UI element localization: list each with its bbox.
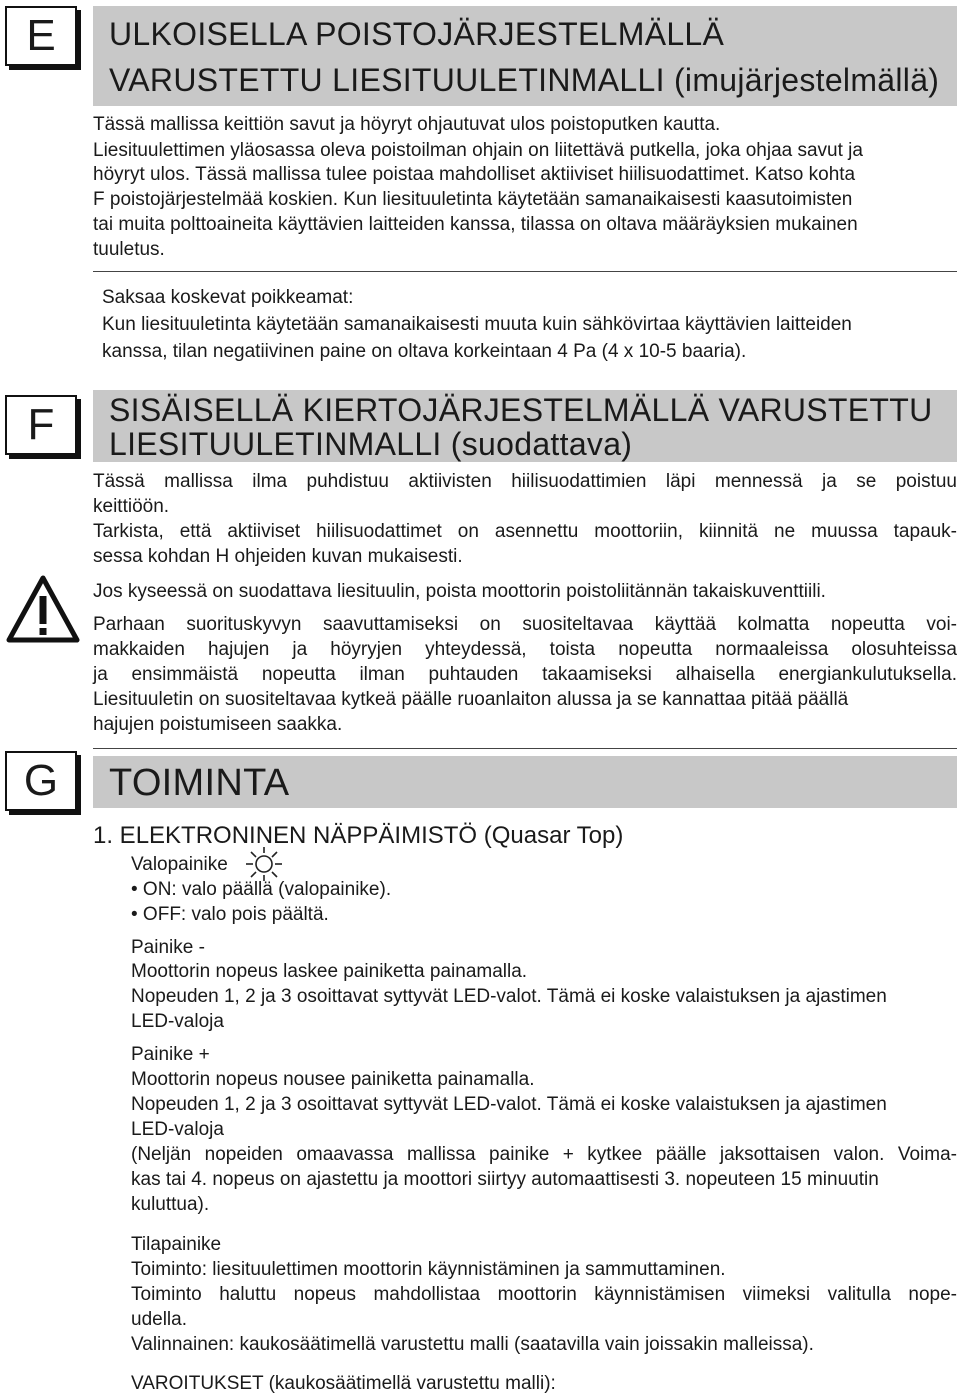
warning-triangle-icon — [6, 574, 80, 644]
section-f-body-line: hajujen poistumiseen saakka. — [93, 714, 343, 735]
section-f-body-line: Liesituuletin on suositeltavaa kytkeä päälle ruoanlaiton alussa ja se kannattaa pitää päällä — [93, 689, 849, 710]
germany-exceptions-heading: Saksaa koskevat poikkeamat: — [102, 287, 354, 308]
minus-button-label: Painike - — [131, 937, 205, 958]
plus-button-line: (Neljän nopeiden omaavassa mallissa painike + kytkee päälle jaksottaisen valon. Voima- — [131, 1144, 957, 1165]
minus-button-line: Moottorin nopeus laskee painiketta painamalla. — [131, 961, 528, 982]
section-letter-f: F — [5, 395, 77, 455]
germany-exceptions-line: Kun liesituuletinta käytetään samanaikaisesti muuta kuin sähkövirtaa käyttävien laitteiden — [102, 314, 852, 335]
section-e-body-line: höyryt ulos. Tässä mallissa tulee poistaa mahdolliset aktiiviset hiilisuodattimet. Katso kohta — [93, 164, 856, 185]
section-f-body-line: ja ensimmäistä nopeutta ilman puhtauden takaamiseksi alhaisella energiankulutuksella. — [93, 664, 957, 685]
state-button-label: Tilapainike — [131, 1234, 222, 1255]
plus-button-line: kuluttua). — [131, 1194, 210, 1215]
plus-button-line: LED-valoja — [131, 1119, 224, 1140]
warnings-heading: VAROITUKSET (kaukosäätimellä varustettu malli): — [131, 1373, 556, 1394]
divider — [93, 271, 957, 272]
section-e-title-line-2: VARUSTETTU LIESITUULETINMALLI (imujärjestelmällä) — [109, 62, 940, 98]
section-f-body-line: Parhaan suorituskyvyn saavuttamiseksi on suositeltavaa käyttää kolmatta nopeutta voi- — [93, 614, 957, 635]
minus-button-line: LED-valoja — [131, 1011, 224, 1032]
section-e-body-line: F poistojärjestelmää koskien. Kun liesituuletinta käytetään samanaikaisesti kaasutoimisten — [93, 189, 853, 210]
section-e-title-line-1: ULKOISELLA POISTOJÄRJESTELMÄLLÄ — [109, 16, 725, 52]
section-g-title-banner — [93, 756, 957, 808]
section-f-body-line: Jos kyseessä on suodattava liesituulin, poista moottorin poistoliitännän takaiskuventtiili. — [93, 581, 826, 602]
keyboard-subheading: 1. ELEKTRONINEN NÄPPÄIMISTÖ (Quasar Top) — [93, 822, 624, 849]
section-f-body-line: keittiöön. — [93, 496, 170, 517]
plus-button-label: Painike + — [131, 1044, 210, 1065]
germany-exceptions-line: kanssa, tilan negatiivinen paine on oltava korkeintaan 4 Pa (4 x 10-5 baaria). — [102, 341, 747, 362]
plus-button-line: Moottorin nopeus nousee painiketta painamalla. — [131, 1069, 535, 1090]
light-on-bullet: • ON: valo päällä (valopainike). — [131, 879, 392, 900]
section-f-title-banner — [93, 390, 957, 462]
section-f-body-line: Tässä mallissa ilma puhdistuu aktiivisten hiilisuodattimien läpi mennessä ja se poistuu — [93, 471, 957, 492]
minus-button-line: Nopeuden 1, 2 ja 3 osoittavat syttyvät LED-valot. Tämä ei koske valaistuksen ja ajastimen — [131, 986, 887, 1007]
light-button-label: Valopainike — [131, 854, 228, 875]
section-e-body-line: Liesituulettimen yläosassa oleva poistoilman ohjain on liitettävä putkella, joka ohjaa savut ja — [93, 140, 863, 161]
plus-button-line: Nopeuden 1, 2 ja 3 osoittavat syttyvät LED-valot. Tämä ei koske valaistuksen ja ajastimen — [131, 1094, 887, 1115]
section-f-body-line: sessa kohdan H ohjeiden kuvan mukaisesti. — [93, 546, 463, 567]
section-e-body-line: tai muita polttoaineita käyttävien laitteiden kanssa, tilassa on oltava määräyksien mukainen — [93, 214, 858, 235]
state-button-line: Toiminto: liesituulettimen moottorin käynnistäminen ja sammuttaminen. — [131, 1259, 726, 1280]
section-f-title-line-1: SISÄISELLÄ KIERTOJÄRJESTELMÄLLÄ VARUSTETTU — [109, 392, 933, 428]
section-f-body-line: makkaiden hajujen ja höyryjen yhteydessä, toista nopeutta normaaleissa olosuhteissa — [93, 639, 957, 660]
section-e-body-line: Tässä mallissa keittiön savut ja höyryt ohjautuvat ulos poistoputken kautta. — [93, 114, 721, 135]
light-off-bullet: • OFF: valo pois päältä. — [131, 904, 329, 925]
section-f-title-line-2: LIESITUULETINMALLI (suodattava) — [109, 426, 633, 462]
section-e-title-banner — [93, 6, 957, 106]
section-f-body-line: Tarkista, että aktiiviset hiilisuodattimet on asennettu moottoriin, kiinnitä ne muussa tapauk- — [93, 521, 957, 542]
section-g-title: TOIMINTA — [109, 762, 290, 804]
state-button-line: Toiminto haluttu nopeus mahdollistaa moottorin käynnistämisen viimeksi valitulla nope- — [131, 1284, 957, 1305]
section-e-body-line: tuuletus. — [93, 239, 165, 260]
state-button-line: udella. — [131, 1309, 187, 1330]
state-button-line: Valinnainen: kaukosäätimellä varustettu malli (saatavilla vain joissakin malleissa). — [131, 1334, 814, 1355]
divider — [93, 748, 957, 749]
section-letter-e: E — [5, 6, 77, 66]
plus-button-line: kas tai 4. nopeus on ajastettu ja moottori siirtyy automaattisesti 3. nopeuteen 15 minuutin — [131, 1169, 879, 1190]
section-letter-g: G — [5, 751, 77, 811]
